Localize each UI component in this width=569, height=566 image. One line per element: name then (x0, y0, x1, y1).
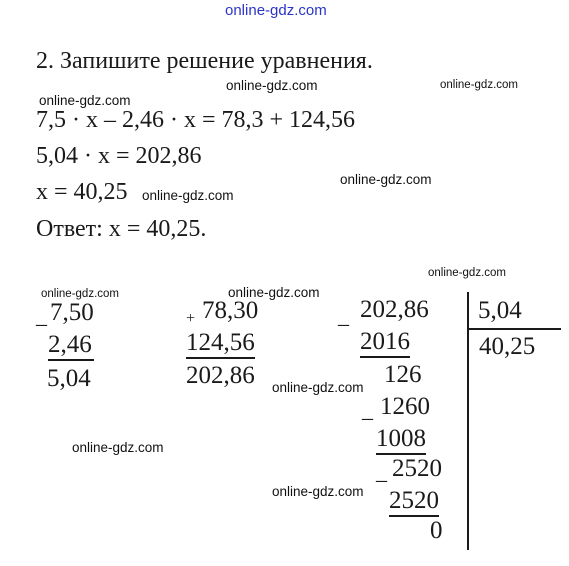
equation-line-1: 7,5 · x – 2,46 · x = 78,3 + 124,56 (36, 107, 356, 133)
division-horizontal-line (467, 328, 561, 330)
watermark: online-gdz.com (340, 172, 432, 187)
division-remainder: 0 (430, 517, 443, 544)
division-step-6: 2520 (389, 487, 439, 517)
watermark: online-gdz.com (226, 78, 318, 93)
division-vertical-line (467, 292, 469, 550)
division-step-3: 1260 (380, 393, 430, 420)
division-step-2: 126 (384, 361, 422, 388)
equation-line-3: x = 40,25 (36, 179, 128, 205)
watermark: online-gdz.com (272, 380, 364, 395)
addend-1: 78,30 (202, 297, 259, 324)
division-step-1: 2016 (360, 328, 410, 358)
divisor: 5,04 (478, 297, 522, 324)
minus-sign: _ (376, 459, 387, 484)
equation-line-2: 5,04 · x = 202,86 (36, 143, 202, 169)
difference: 5,04 (47, 365, 91, 392)
division-step-4: 1008 (376, 425, 426, 455)
division-step-5: 2520 (392, 455, 442, 482)
minus-sign: _ (362, 397, 373, 422)
answer-line: Ответ: x = 40,25. (36, 216, 207, 242)
subtrahend: 2,46 (48, 331, 94, 361)
plus-sign: + (186, 310, 196, 327)
sum: 202,86 (186, 362, 255, 389)
watermark: online-gdz.com (72, 440, 164, 455)
dividend: 202,86 (360, 296, 429, 323)
quotient: 40,25 (479, 333, 536, 360)
minuend: 7,50 (50, 299, 94, 326)
task-title: 2. Запишите решение уравнения. (36, 48, 373, 74)
watermark-top: online-gdz.com (225, 2, 327, 19)
minus-sign: _ (36, 303, 47, 328)
watermark: online-gdz.com (440, 79, 518, 91)
addend-2: 124,56 (186, 329, 255, 359)
watermark: online-gdz.com (272, 484, 364, 499)
watermark: online-gdz.com (41, 288, 119, 300)
watermark: online-gdz.com (39, 93, 131, 108)
watermark: online-gdz.com (142, 188, 234, 203)
minus-sign: _ (338, 303, 349, 328)
watermark: online-gdz.com (228, 285, 320, 300)
watermark: online-gdz.com (428, 267, 506, 279)
